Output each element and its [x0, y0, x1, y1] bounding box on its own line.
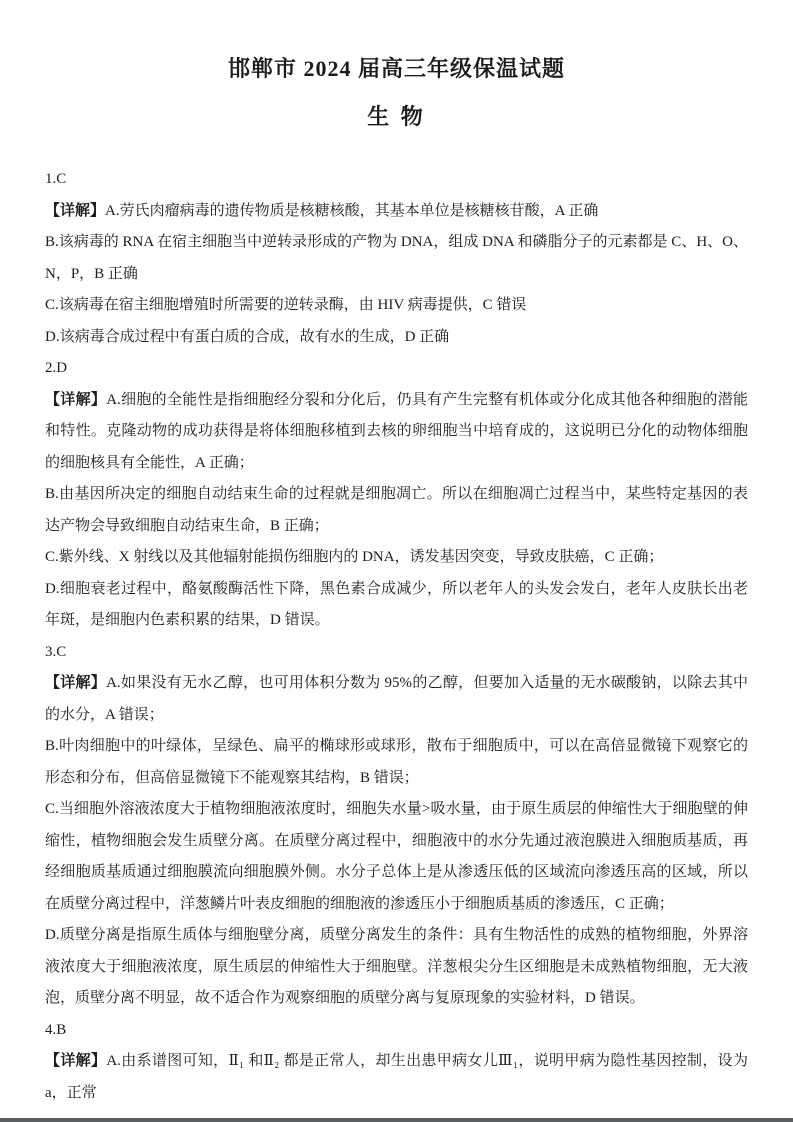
answer-block-1	[45, 164, 748, 353]
paragraph-text: C.紫外线、X 射线以及其他辐射能损伤细胞内的 DNA，诱发基因突变，导致皮肤癌，C 正确；	[45, 549, 664, 565]
paragraph-text: A.劳氏肉瘤病毒的遗传物质是核糖核酸，其基本单位是核糖核苷酸，A 正确	[105, 202, 599, 219]
detail-label: 【详解】	[45, 391, 107, 408]
answer-number: 4.B	[45, 1021, 67, 1038]
answer-paragraph	[45, 794, 748, 920]
answer-paragraph	[45, 920, 748, 1015]
page-title: 邯郸市 2024 届高三年级保温试题	[227, 56, 565, 81]
answer-paragraph	[45, 479, 748, 542]
page-subtitle: 生 物	[367, 104, 426, 129]
paragraph-text: A.如果没有无水乙醇，也可用体积分数为 95%的乙醇，但要加入适量的无水碳酸钠，以除去其中的水分，A 错误；	[45, 675, 748, 723]
paragraph-text: D.细胞衰老过程中，酪氨酸酶活性下降，黑色素合成减少，所以老年人的头发会发白，老年人皮肤长出老年斑，是细胞内色素积累的结果，D 错误。	[45, 580, 748, 628]
detail-label: 【详解】	[45, 202, 106, 219]
answer-number: 1.C	[45, 171, 67, 187]
answer-number: 3.C	[45, 643, 67, 660]
detail-label: 【详解】	[45, 675, 107, 691]
answer-paragraph	[45, 1046, 748, 1109]
paragraph-text: D.质壁分离是指原生质体与细胞壁分离，质壁分离发生的条件：具有生物活性的成熟的植物细胞，外界溶液浓度大于细胞液浓度，原生质层的伸缩性大于细胞壁。洋葱根尖分生区细胞是未成熟植物细胞，无大液泡，质壁分离不明显，故不适合作为观察细胞的质壁分离与复原现象的实验材料，D 错误。	[45, 927, 748, 1006]
answer-block-3	[45, 637, 748, 1015]
page-bottom-edge	[0, 1118, 793, 1122]
answer-paragraph	[45, 542, 748, 574]
paragraph-text: B.叶肉细胞中的叶绿体，呈绿色、扁平的椭球形或球形，散布于细胞质中，可以在高倍显微镜下观察它的形态和分布，但高倍显微镜下不能观察其结构，B 错误；	[45, 738, 748, 786]
answer-paragraph	[45, 322, 748, 354]
paragraph-text: C.该病毒在宿主细胞增殖时所需要的逆转录酶，由 HIV 病毒提供，C 错误	[45, 297, 527, 313]
detail-label: 【详解】	[45, 1053, 107, 1069]
answer-paragraph	[45, 227, 748, 290]
answers-content	[45, 164, 748, 1109]
answer-paragraph	[45, 196, 748, 228]
answer-paragraph	[45, 731, 748, 794]
paragraph-text: B.由基因所决定的细胞自动结束生命的过程就是细胞凋亡。所以在细胞凋亡过程当中，某些特定基因的表达产物会导致细胞自动结束生命，B 正确；	[45, 486, 748, 534]
answer-paragraph	[45, 385, 748, 480]
paragraph-text: D.该病毒合成过程中有蛋白质的合成，故有水的生成，D 正确	[45, 328, 450, 345]
answer-block-4	[45, 1015, 748, 1110]
paragraph-text: B.该病毒的 RNA 在宿主细胞当中逆转录形成的产物为 DNA，组成 DNA 和磷脂分子的元素都是 C、H、O、N，P，B 正确	[45, 234, 748, 282]
paragraph-text: A.细胞的全能性是指细胞经分裂和分化后，仍具有产生完整有机体或分化成其他各种细胞的潜能和特性。克隆动物的成功获得是将体细胞移植到去核的卵细胞当中培育成的，这说明已分化的动物体细胞的细胞核具有全能性，A 正确；	[45, 391, 748, 471]
answer-paragraph	[45, 668, 748, 731]
paragraph-text: A.由系谱图可知，Ⅱ₁ 和Ⅱ₂ 都是正常人，却生出患甲病女儿Ⅲ₁，说明甲病为隐性基因控制，设为 a，正常	[45, 1053, 748, 1101]
answer-number: 2.D	[45, 360, 68, 376]
answer-block-2	[45, 353, 748, 637]
answer-paragraph	[45, 574, 748, 637]
paragraph-text: C.当细胞外溶液浓度大于植物细胞液浓度时，细胞失水量>吸水量，由于原生质层的伸缩性大于细胞壁的伸缩性，植物细胞会发生质壁分离。在质壁分离过程中，细胞液中的水分先通过液泡膜进入细胞质基质，再经细胞质基质通过细胞膜流向细胞膜外侧。水分子总体上是从渗透压低的区域流向渗透压高的区域，所以在质壁分离过程中，洋葱鳞片叶表皮细胞的细胞液的渗透压小于细胞质基质的渗透压，C 正确；	[45, 801, 748, 912]
answer-paragraph	[45, 290, 748, 322]
